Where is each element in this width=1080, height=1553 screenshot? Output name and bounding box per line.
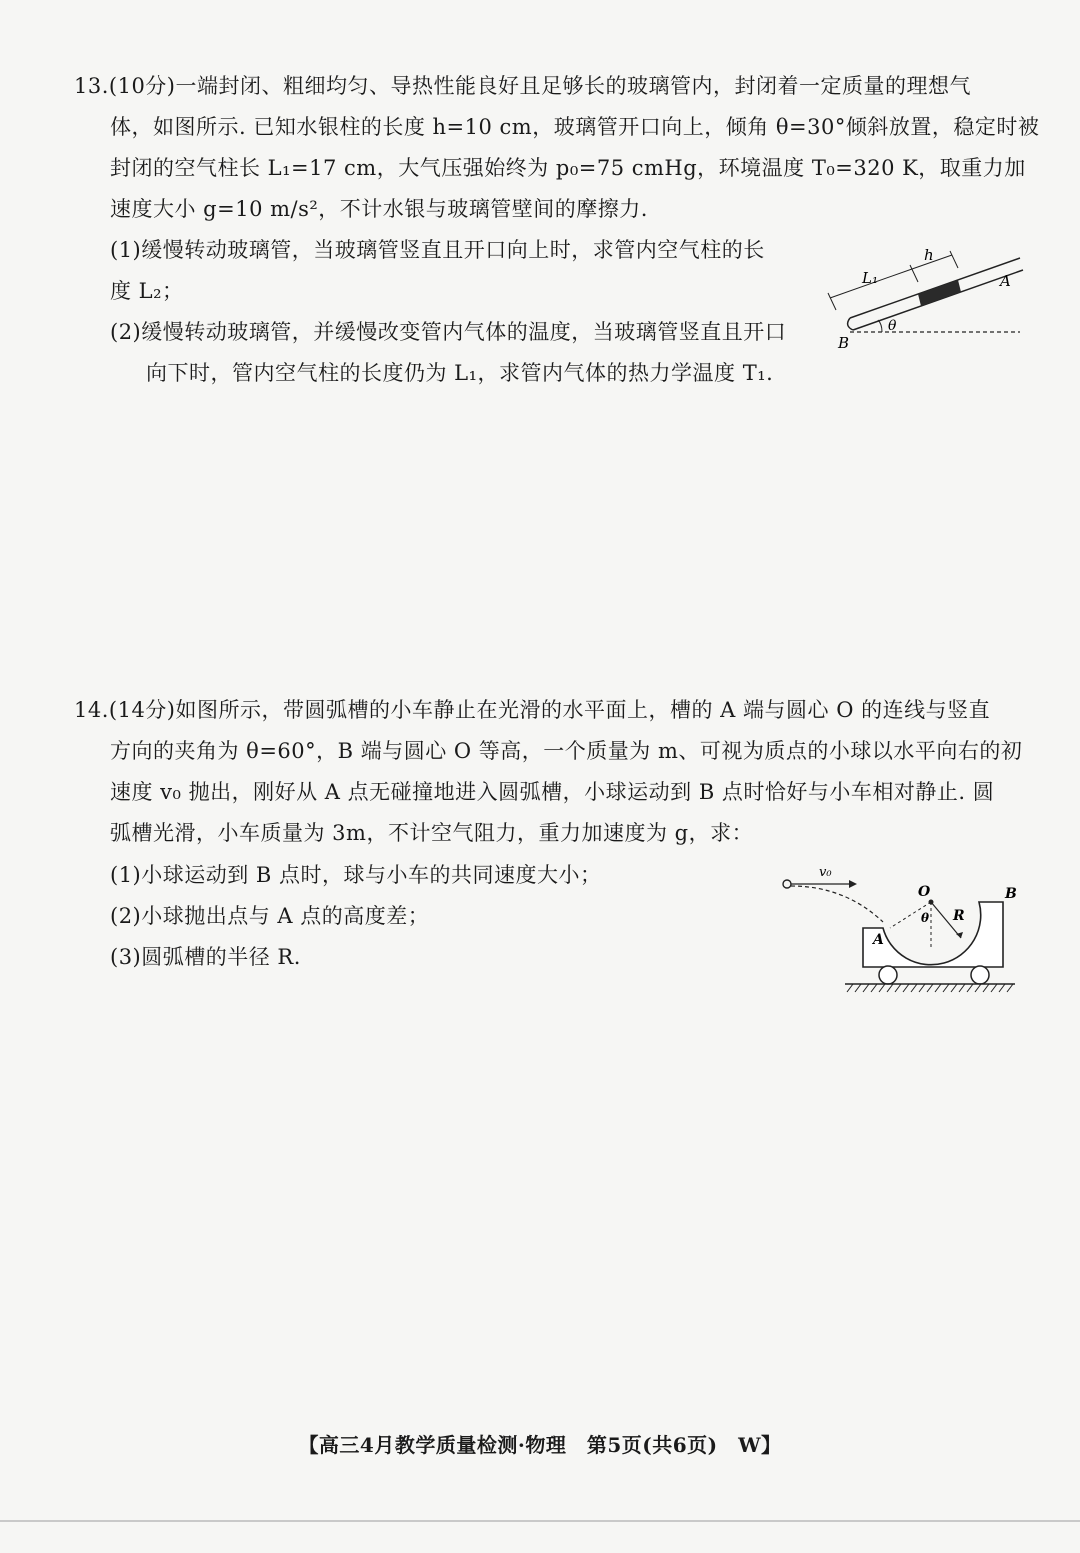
- q13-intro-line: 体，如图所示. 已知水银柱的长度 h=10 cm，玻璃管开口向上，倾角 θ=30°倾斜放置，稳定时被: [110, 115, 1040, 139]
- center-point: [929, 900, 934, 905]
- bottom-divider: [0, 1520, 1080, 1522]
- q14-figure-cart: [775, 862, 1025, 997]
- q13-intro: [74, 66, 1040, 230]
- q13-intro-line: 封闭的空气柱长 L₁=17 cm，大气压强始终为 p₀=75 cmHg，环境温度 T₀=320 K，取重力加: [110, 156, 1026, 180]
- page-footer: 【高三4月教学质量检测·物理 第5页(共6页) W】: [298, 1433, 782, 1457]
- label-l1: L₁: [862, 269, 878, 287]
- q14-intro-line: 方向的夹角为 θ=60°，B 端与圆心 O 等高，一个质量为 m、可视为质点的小球以水平向右的初: [110, 739, 1023, 763]
- q13-sub-1-cont: 度 L₂；: [110, 279, 184, 303]
- label-v0: v₀: [819, 865, 832, 880]
- tube-upper-wall: [850, 258, 1020, 318]
- label-h: h: [924, 246, 934, 264]
- q14-intro-line: 弧槽光滑，小车质量为 3m，不计空气阻力，重力加速度为 g，求：: [110, 821, 754, 845]
- label-o: O: [918, 884, 931, 900]
- cart-body: [863, 902, 1003, 967]
- q14-intro: [74, 690, 1034, 854]
- q13-figure-tube: [820, 238, 1030, 358]
- q13-sub-2-cont: 向下时，管内空气柱的长度仍为 L₁，求管内气体的热力学温度 T₁.: [146, 361, 774, 385]
- q14-sub-3: (3)圆弧槽的半径 R.: [110, 945, 301, 969]
- label-a: A: [1000, 272, 1011, 290]
- q14-sub-2: (2)小球抛出点与 A 点的高度差；: [110, 904, 430, 928]
- q13-intro-line: 速度大小 g=10 m/s²，不计水银与玻璃管壁间的摩擦力.: [110, 197, 648, 221]
- q14-intro-line: 14.(14分)如图所示，带圆弧槽的小车静止在光滑的水平面上，槽的 A 端与圆心 O 的连线与竖直: [74, 698, 991, 722]
- q13-intro-line: 13.(10分)一端封闭、粗细均匀、导热性能良好且足够长的玻璃管内，封闭着一定质量的理想气: [74, 74, 972, 98]
- label-a: A: [873, 932, 884, 948]
- trajectory: [791, 886, 883, 922]
- q13-subquestions: [110, 230, 830, 394]
- q13-sub-1: (1)缓慢转动玻璃管，当玻璃管竖直且开口向上时，求管内空气柱的长: [110, 238, 765, 262]
- label-theta: θ: [921, 911, 930, 925]
- wheel-right: [971, 966, 989, 984]
- label-b: B: [838, 334, 850, 352]
- q14-sub-1: (1)小球运动到 B 点时，球与小车的共同速度大小；: [110, 863, 602, 887]
- q14-subquestions: [110, 855, 770, 978]
- mercury-column: [918, 280, 961, 306]
- wheel-left: [879, 966, 897, 984]
- tube-closed-end: [848, 318, 853, 330]
- ball: [783, 880, 791, 888]
- q13-sub-2: (2)缓慢转动玻璃管，并缓慢改变管内气体的温度，当玻璃管竖直且开口: [110, 320, 787, 344]
- label-b: B: [1005, 886, 1017, 902]
- q14-intro-line: 速度 v₀ 抛出，刚好从 A 点无碰撞地进入圆弧槽，小球运动到 B 点时恰好与小车相对静止. 圆: [110, 780, 995, 804]
- label-r: R: [953, 908, 965, 924]
- label-theta: θ: [888, 318, 897, 334]
